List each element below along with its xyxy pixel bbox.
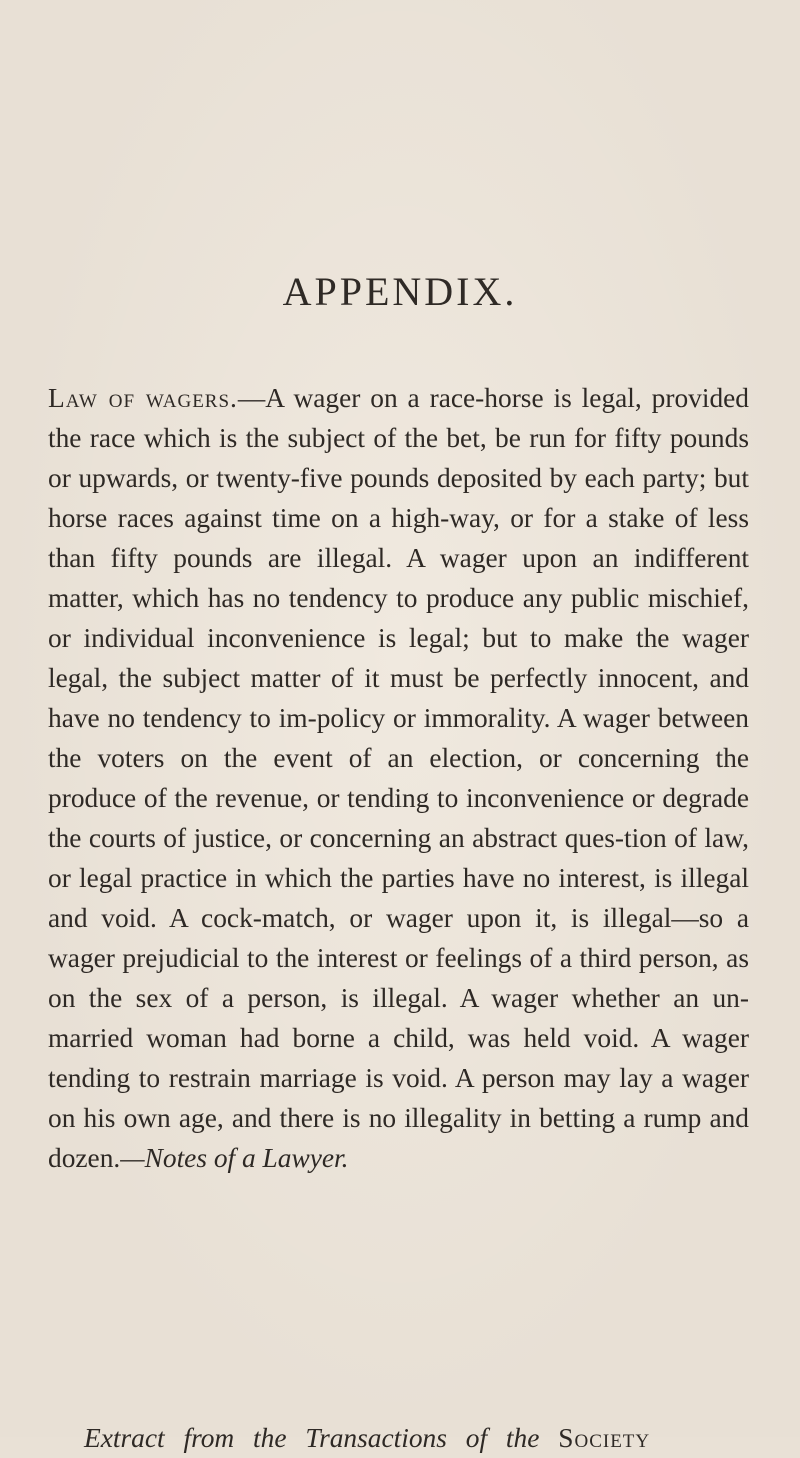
extract-smallcaps: Society [558,1423,651,1453]
extract-italic: Extract from the Transactions of the [84,1423,540,1453]
extract-line [48,1418,749,1458]
page-title: APPENDIX. [282,269,518,314]
body-paragraph [48,378,749,1178]
paragraph-source: —Notes of a Lawyer. [120,1143,349,1173]
paragraph-text: —A wager on a race-horse is legal, provided the race which is the subject of the bet, be run for fifty pounds or upwards, or twenty-five pounds deposited by each party; but horse races against time on a high-way, or for a stake of less than fifty pounds are illegal. A wager upon an indifferent matter, which has no tendency to produce any public mischief, or individual inconvenience is legal; but to make the wager legal, the subject matter of it must be perfectly innocent, and have no tendency to im-policy or immorality. A wager between the voters on the event of an election, or concerning the produce of the revenue, or tending to inconvenience or degrade the courts of justice, or concerning an abstract ques-tion of law, or legal practice in which the parties have no interest, is illegal and void. A cock-match, or wager upon it, is illegal—so a wager prejudicial to the interest or feelings of a third person, as on the sex of a person, is illegal. A wager whether an un-married woman had borne a child, was held void. A wager tending to restrain marriage is void. A person may lay a wager on his own age, and there is no illegality in betting a rump and dozen. [48,383,750,1173]
paragraph-lead: Law of wagers. [48,383,238,413]
